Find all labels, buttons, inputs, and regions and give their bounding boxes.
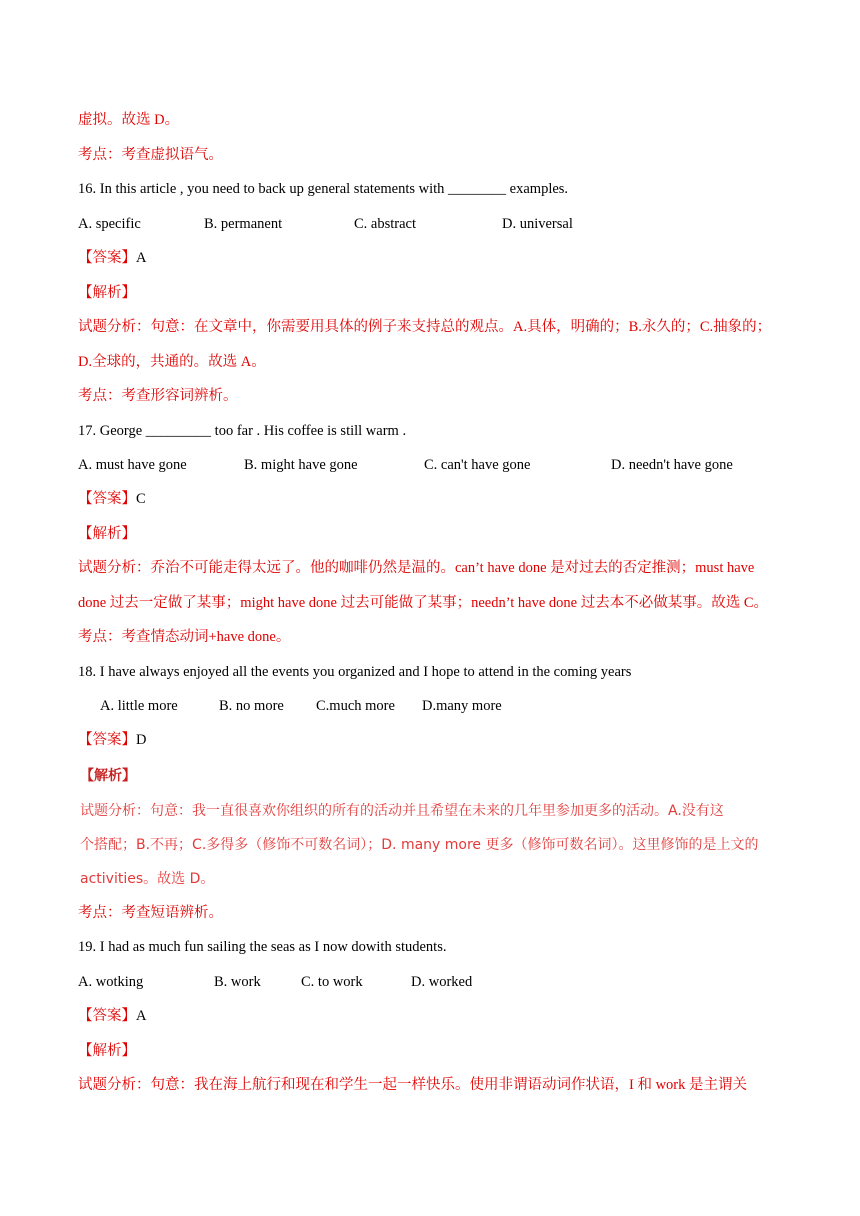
q17-analysis-line-1: 试题分析：乔治不可能走得太远了。他的咖啡仍然是温的。can’t have done 是对过去的否定推测；must have <box>78 560 755 576</box>
q18-analysis-line-3: activities。故选 D。 <box>80 871 215 887</box>
q15-analysis-end: 虚拟。故选 D。 <box>78 112 180 128</box>
q16-analysis-line-2: D.全球的，共通的。故选 A。 <box>78 354 266 370</box>
q18-point: 考点：考查短语辨析。 <box>78 905 223 921</box>
q17-analysis-tag: 【解析】 <box>78 526 136 542</box>
q18-option-c: C.much more <box>316 698 395 714</box>
q18-stem: 18. I have always enjoyed all the events you organized and I hope to attend in the coming years <box>78 664 632 680</box>
q17-option-d: D. needn't have gone <box>611 457 733 473</box>
q17-analysis-line-2: done 过去一定做了某事；might have done 过去可能做了某事；needn’t have done 过去本不必做某事。故选 C。 <box>78 595 769 611</box>
q17-option-a: A. must have gone <box>78 457 187 473</box>
q19-stem: 19. I had as much fun sailing the seas as I now dowith students. <box>78 939 447 955</box>
q16-option-c: C. abstract <box>354 216 417 232</box>
q18-answer-value: D <box>136 732 147 748</box>
q16-option-d: D. universal <box>502 216 573 232</box>
q17-answer <box>78 489 146 509</box>
q16-answer-value: A <box>136 250 147 266</box>
q16-answer <box>78 248 146 268</box>
answer-tag: 【答案】 <box>78 491 136 507</box>
q16-analysis-line-1: 试题分析：句意：在文章中，你需要用具体的例子来支持总的观点。A.具体，明确的；B.永久的；C.抽象的； <box>78 319 772 335</box>
q19-answer <box>78 1006 146 1026</box>
q18-option-b: B. no more <box>219 698 284 714</box>
q16-stem: 16. In this article , you need to back up general statements with ________ examples. <box>78 181 569 197</box>
q19-option-b: B. work <box>214 974 261 990</box>
answer-tag: 【答案】 <box>78 1008 136 1024</box>
q18-analysis-line-1: 试题分析：句意：我一直很喜欢你组织的所有的活动并且希望在未来的几年里参加更多的活动。A.没有这 <box>80 803 724 819</box>
answer-tag: 【答案】 <box>78 250 136 266</box>
q19-analysis-tag: 【解析】 <box>78 1043 136 1059</box>
q16-analysis-tag: 【解析】 <box>78 285 136 301</box>
q19-option-a: A. wotking <box>78 974 144 990</box>
q16-option-a: A. specific <box>78 216 141 232</box>
q18-answer <box>78 730 146 750</box>
q18-option-a: A. little more <box>100 698 178 714</box>
q18-analysis-tag: 【解析】 <box>80 768 136 784</box>
q16-option-b: B. permanent <box>204 216 283 232</box>
q16-point: 考点：考查形容词辨析。 <box>78 388 238 404</box>
q19-answer-value: A <box>136 1008 147 1024</box>
q17-point: 考点：考查情态动词+have done。 <box>78 629 291 645</box>
q15-point: 考点：考查虚拟语气。 <box>78 147 223 163</box>
q17-option-b: B. might have gone <box>244 457 358 473</box>
q17-stem: 17. George _________ too far . His coffee is still warm . <box>78 423 407 439</box>
q17-option-c: C. can't have gone <box>424 457 531 473</box>
q18-option-d: D.many more <box>422 698 502 714</box>
q19-analysis-line-1: 试题分析：句意：我在海上航行和现在和学生一起一样快乐。使用非谓语动词作状语，I 和 work 是主谓关 <box>78 1077 747 1093</box>
q18-analysis-line-2: 个搭配；B.不再；C.多得多（修饰不可数名词）；D. many more 更多（修饰可数名词）。这里修饰的是上文的 <box>80 837 759 853</box>
q19-option-c: C. to work <box>301 974 363 990</box>
answer-tag: 【答案】 <box>78 732 136 748</box>
q17-answer-value: C <box>136 491 146 507</box>
q19-option-d: D. worked <box>411 974 473 990</box>
